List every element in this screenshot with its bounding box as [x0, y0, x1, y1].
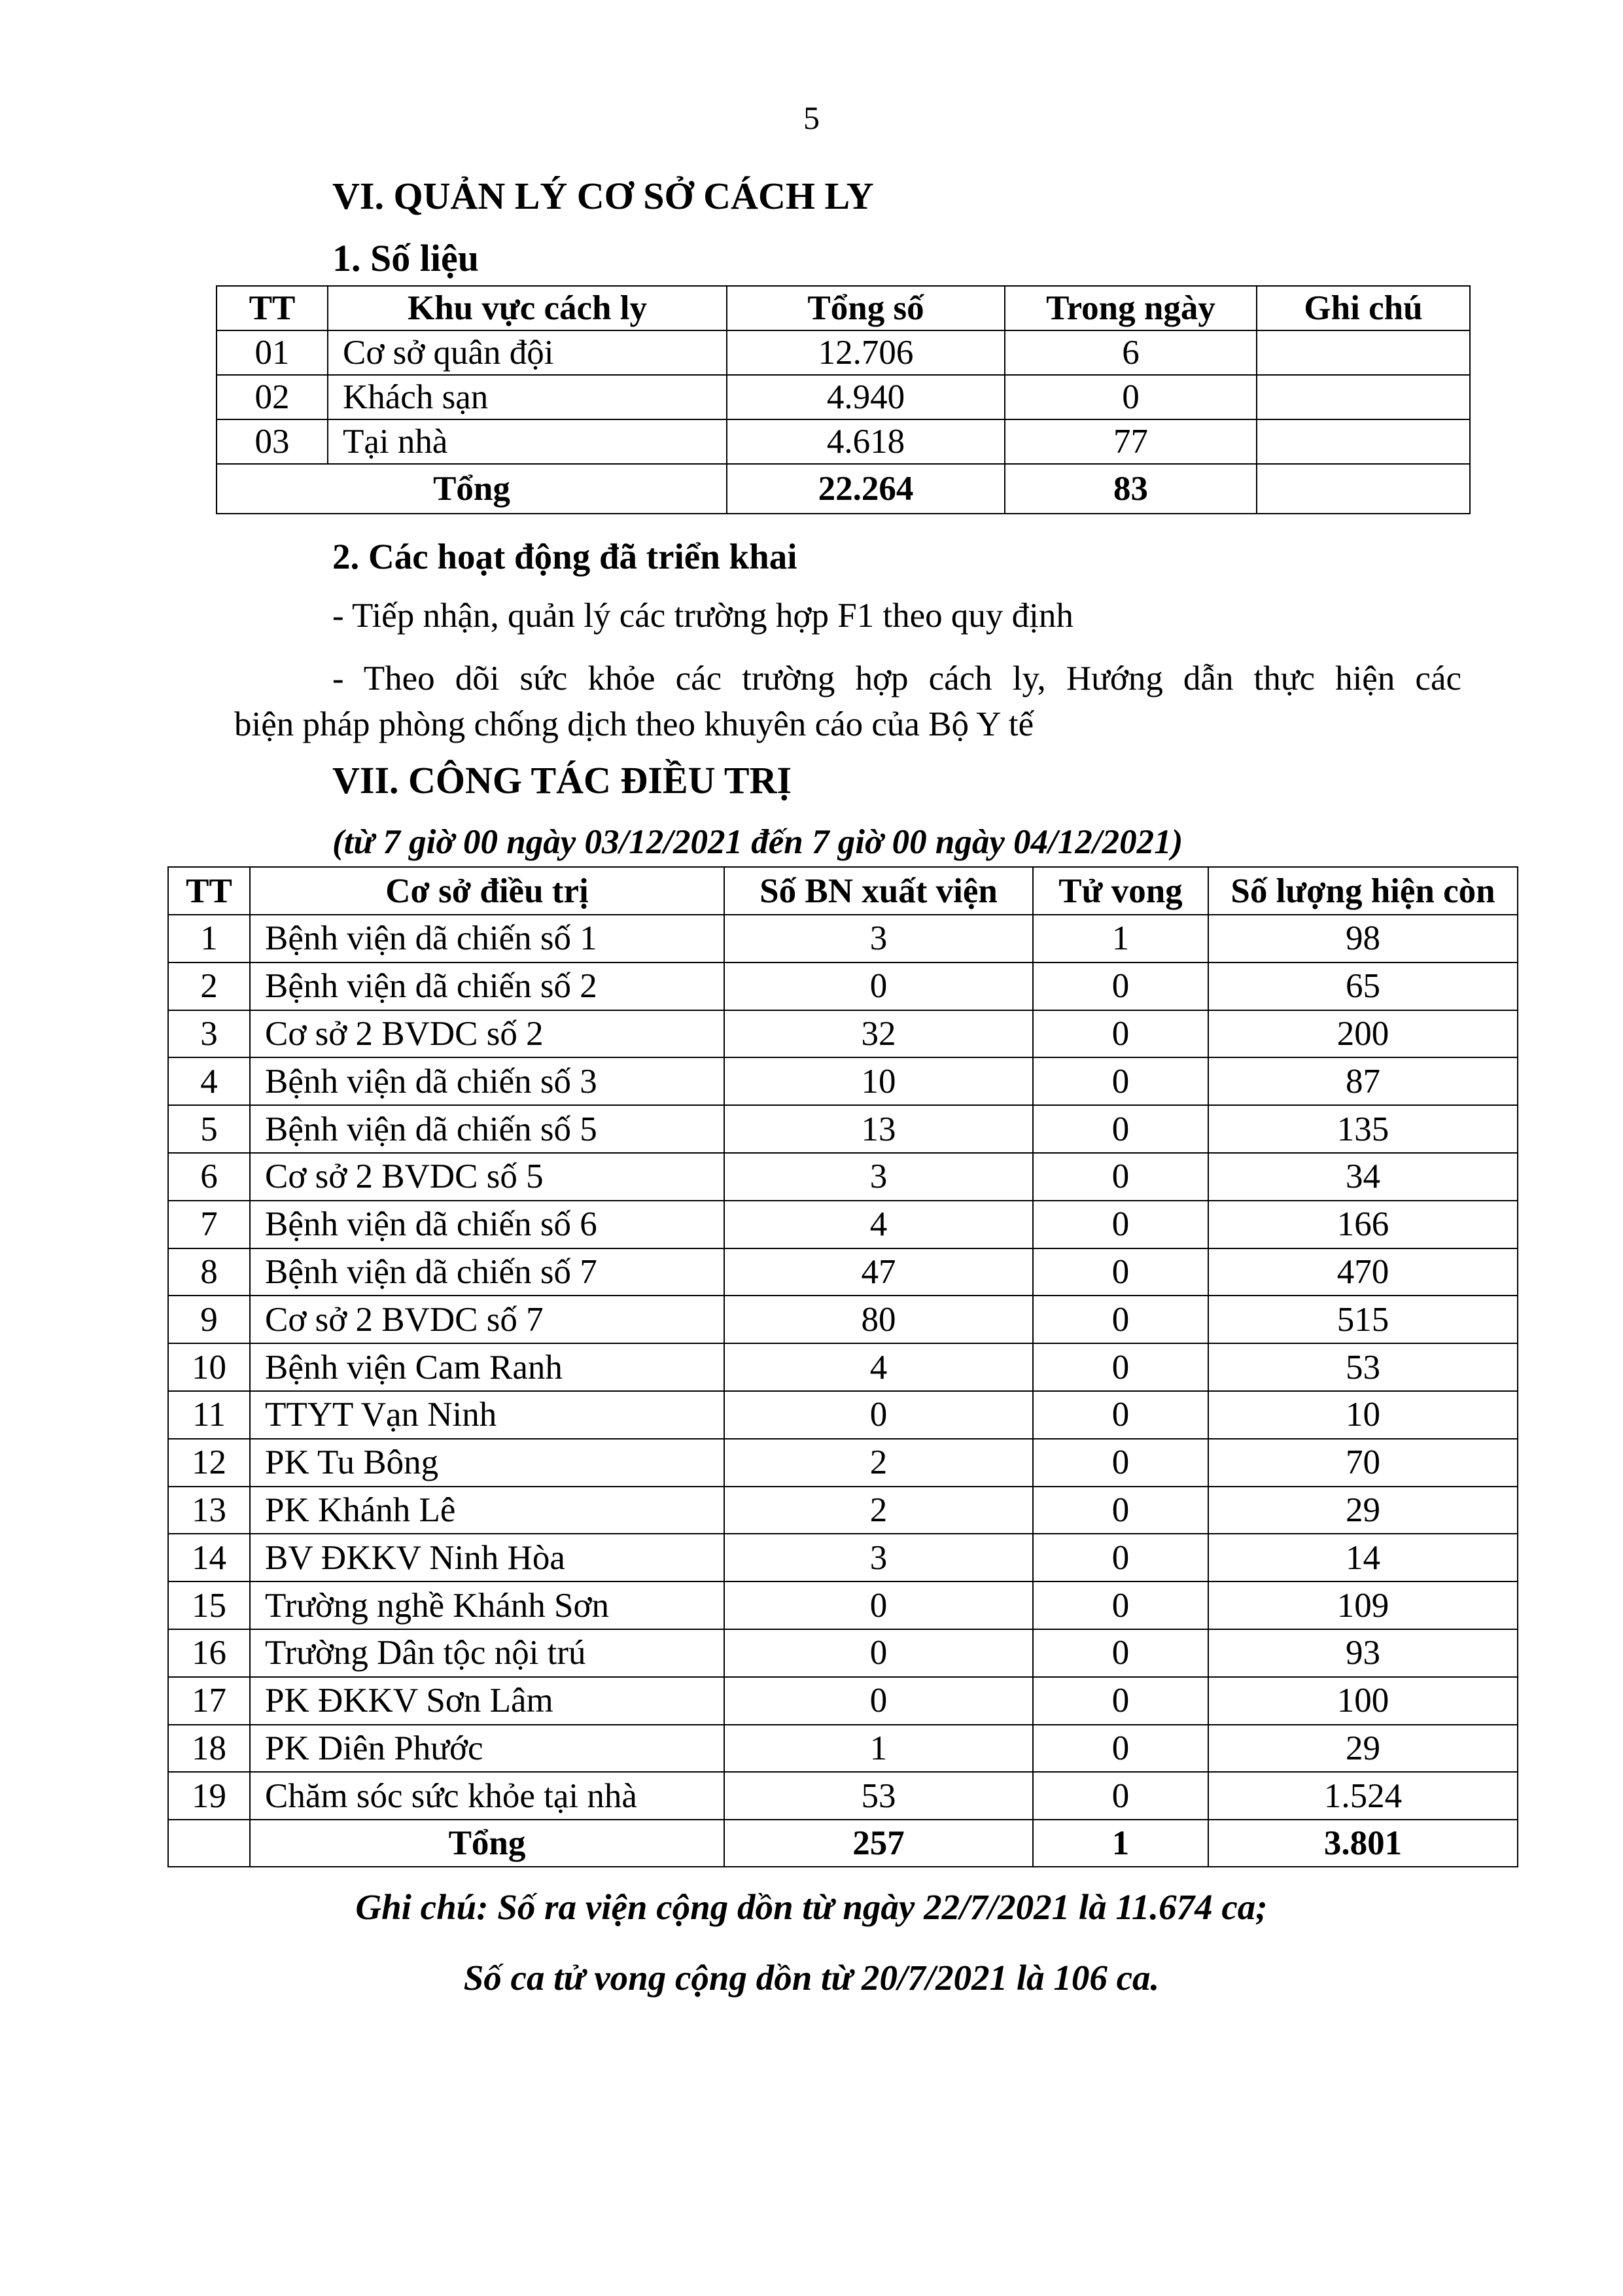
cell-remaining: 200 [1208, 1010, 1518, 1058]
cell-tt: 4 [168, 1057, 250, 1105]
table-row [217, 330, 1470, 375]
cell-tt: 11 [168, 1391, 250, 1439]
table-row [168, 1153, 1518, 1201]
table-row [168, 1105, 1518, 1153]
cell-discharged: 3 [724, 915, 1033, 963]
table-total-row [217, 464, 1470, 514]
cell-remaining: 135 [1208, 1105, 1518, 1153]
cell-tt: 8 [168, 1248, 250, 1296]
table-row [168, 1439, 1518, 1487]
table-row [168, 1725, 1518, 1773]
cell-discharged: 47 [724, 1248, 1033, 1296]
total-label: Tổng [217, 464, 727, 514]
cell-total: 12.706 [727, 330, 1005, 375]
table-row [168, 1391, 1518, 1439]
total-note [1257, 464, 1470, 514]
cell-deaths: 0 [1033, 1248, 1208, 1296]
cell-tt: 14 [168, 1534, 250, 1581]
cell-tt: 5 [168, 1105, 250, 1153]
cell-today: 77 [1005, 419, 1257, 464]
cell-discharged: 0 [724, 1629, 1033, 1677]
cell-remaining: 34 [1208, 1153, 1518, 1201]
cell-tt: 9 [168, 1296, 250, 1343]
cell-area: Cơ sở quân đội [328, 330, 727, 375]
cell-discharged: 0 [724, 1391, 1033, 1439]
cell-deaths: 0 [1033, 1153, 1208, 1201]
total-remaining: 3.801 [1208, 1820, 1518, 1867]
cell-tt: 12 [168, 1439, 250, 1487]
cell-facility: Cơ sở 2 BVDC số 2 [250, 1010, 724, 1058]
cell-tt: 1 [168, 915, 250, 963]
cell-note [1257, 330, 1470, 375]
cell-facility: Bệnh viện dã chiến số 6 [250, 1201, 724, 1248]
cell-tt: 10 [168, 1343, 250, 1391]
cell-discharged: 0 [724, 1677, 1033, 1725]
section-6-heading: VI. QUẢN LÝ CƠ SỞ CÁCH LY [332, 175, 874, 217]
cell-discharged: 53 [724, 1772, 1033, 1820]
cell-facility: Bệnh viện dã chiến số 1 [250, 915, 724, 963]
cell-remaining: 93 [1208, 1629, 1518, 1677]
cell-remaining: 29 [1208, 1487, 1518, 1534]
total-sum: 22.264 [727, 464, 1005, 514]
cell-deaths: 0 [1033, 1534, 1208, 1581]
cell-discharged: 10 [724, 1057, 1033, 1105]
cell-discharged: 80 [724, 1296, 1033, 1343]
cell-today: 6 [1005, 330, 1257, 375]
cell-deaths: 0 [1033, 1343, 1208, 1391]
cell-tt: 03 [217, 419, 328, 464]
total-today: 83 [1005, 464, 1257, 514]
column-header: Tử vong [1033, 867, 1208, 915]
cell-remaining: 166 [1208, 1201, 1518, 1248]
cell-facility: TTYT Vạn Ninh [250, 1391, 724, 1439]
cell-deaths: 0 [1033, 1391, 1208, 1439]
table-row [168, 1487, 1518, 1534]
cell-facility: PK Khánh Lê [250, 1487, 724, 1534]
cell-facility: Bệnh viện dã chiến số 7 [250, 1248, 724, 1296]
cell-facility: Bệnh viện Cam Ranh [250, 1343, 724, 1391]
cell-area: Khách sạn [328, 375, 727, 419]
table-row [217, 375, 1470, 419]
column-header: Cơ sở điều trị [250, 867, 724, 915]
table-row [168, 1677, 1518, 1725]
table-row [168, 1296, 1518, 1343]
cell-deaths: 0 [1033, 1010, 1208, 1058]
cell-note [1257, 375, 1470, 419]
cell-tt: 7 [168, 1201, 250, 1248]
cell-discharged: 32 [724, 1010, 1033, 1058]
cell-total: 4.618 [727, 419, 1005, 464]
activity-bullet-1: - Tiếp nhận, quản lý các trường hợp F1 theo quy định [332, 597, 1073, 635]
page-number: 5 [803, 99, 820, 136]
cell-facility: Trường Dân tộc nội trú [250, 1629, 724, 1677]
cell-tt: 16 [168, 1629, 250, 1677]
cell-tt: 15 [168, 1581, 250, 1629]
cell-remaining: 1.524 [1208, 1772, 1518, 1820]
cell-tt: 18 [168, 1725, 250, 1773]
cell-facility: Bệnh viện dã chiến số 5 [250, 1105, 724, 1153]
cell-remaining: 100 [1208, 1677, 1518, 1725]
cell-remaining: 70 [1208, 1439, 1518, 1487]
note-discharged-cumulative: Ghi chú: Số ra viện cộng dồn từ ngày 22/7/2021 là 11.674 ca; [355, 1887, 1268, 1927]
column-header: Ghi chú [1257, 286, 1470, 330]
total-empty-cell [168, 1820, 250, 1867]
treatment-table [167, 866, 1518, 1867]
total-label: Tổng [250, 1820, 724, 1867]
cell-discharged: 3 [724, 1534, 1033, 1581]
cell-remaining: 87 [1208, 1057, 1518, 1105]
cell-remaining: 10 [1208, 1391, 1518, 1439]
table-row [168, 1343, 1518, 1391]
table-row [168, 1772, 1518, 1820]
total-deaths: 1 [1033, 1820, 1208, 1867]
table-row [168, 963, 1518, 1010]
cell-deaths: 0 [1033, 1581, 1208, 1629]
cell-facility: Cơ sở 2 BVDC số 5 [250, 1153, 724, 1201]
column-header: Trong ngày [1005, 286, 1257, 330]
treatment-period: (từ 7 giờ 00 ngày 03/12/2021 đến 7 giờ 00 ngày 04/12/2021) [332, 823, 1183, 861]
table-row [168, 1581, 1518, 1629]
column-header: TT [217, 286, 328, 330]
column-header: Khu vực cách ly [328, 286, 727, 330]
column-header: Số BN xuất viện [724, 867, 1033, 915]
total-discharged: 257 [724, 1820, 1033, 1867]
cell-tt: 13 [168, 1487, 250, 1534]
treatment-table-body [168, 915, 1518, 1820]
table-header-row [168, 867, 1518, 915]
cell-facility: PK Diên Phước [250, 1725, 724, 1773]
cell-deaths: 0 [1033, 1201, 1208, 1248]
cell-discharged: 0 [724, 1581, 1033, 1629]
cell-area: Tại nhà [328, 419, 727, 464]
cell-discharged: 13 [724, 1105, 1033, 1153]
cell-note [1257, 419, 1470, 464]
table-row [168, 1629, 1518, 1677]
cell-deaths: 0 [1033, 1677, 1208, 1725]
cell-discharged: 1 [724, 1725, 1033, 1773]
column-header: TT [168, 867, 250, 915]
table-row [168, 1248, 1518, 1296]
section-7-heading: VII. CÔNG TÁC ĐIỀU TRỊ [332, 759, 792, 802]
note-deaths-cumulative: Số ca tử vong cộng dồn từ 20/7/2021 là 106 ca. [463, 1958, 1160, 1998]
cell-deaths: 0 [1033, 1296, 1208, 1343]
table-header-row [217, 286, 1470, 330]
cell-tt: 02 [217, 375, 328, 419]
cell-facility: Trường nghề Khánh Sơn [250, 1581, 724, 1629]
cell-deaths: 1 [1033, 915, 1208, 963]
table-row [168, 915, 1518, 963]
cell-discharged: 4 [724, 1343, 1033, 1391]
cell-deaths: 0 [1033, 1629, 1208, 1677]
activity-bullet-2-line-1: - Theo dõi sức khỏe các trường hợp cách ly, Hướng dẫn thực hiện các [332, 660, 1461, 698]
cell-remaining: 29 [1208, 1725, 1518, 1773]
cell-today: 0 [1005, 375, 1257, 419]
cell-discharged: 4 [724, 1201, 1033, 1248]
table-row [217, 419, 1470, 464]
table-row [168, 1534, 1518, 1581]
cell-tt: 17 [168, 1677, 250, 1725]
cell-discharged: 2 [724, 1439, 1033, 1487]
cell-deaths: 0 [1033, 1725, 1208, 1773]
cell-deaths: 0 [1033, 1439, 1208, 1487]
cell-tt: 01 [217, 330, 328, 375]
cell-facility: Bệnh viện dã chiến số 3 [250, 1057, 724, 1105]
cell-deaths: 0 [1033, 1487, 1208, 1534]
cell-deaths: 0 [1033, 1772, 1208, 1820]
cell-facility: PK ĐKKV Sơn Lâm [250, 1677, 724, 1725]
quarantine-table [216, 285, 1471, 514]
cell-facility: Chăm sóc sức khỏe tại nhà [250, 1772, 724, 1820]
subsection-1-heading: 1. Số liệu [332, 237, 479, 279]
cell-discharged: 2 [724, 1487, 1033, 1534]
cell-facility: PK Tu Bông [250, 1439, 724, 1487]
table-row [168, 1201, 1518, 1248]
column-header: Số lượng hiện còn [1208, 867, 1518, 915]
cell-facility: BV ĐKKV Ninh Hòa [250, 1534, 724, 1581]
cell-remaining: 515 [1208, 1296, 1518, 1343]
cell-tt: 6 [168, 1153, 250, 1201]
cell-discharged: 0 [724, 963, 1033, 1010]
cell-tt: 3 [168, 1010, 250, 1058]
cell-facility: Cơ sở 2 BVDC số 7 [250, 1296, 724, 1343]
cell-tt: 2 [168, 963, 250, 1010]
cell-remaining: 53 [1208, 1343, 1518, 1391]
cell-facility: Bệnh viện dã chiến số 2 [250, 963, 724, 1010]
cell-discharged: 3 [724, 1153, 1033, 1201]
table-total-row [168, 1820, 1518, 1867]
cell-remaining: 65 [1208, 963, 1518, 1010]
table-row [168, 1010, 1518, 1058]
cell-deaths: 0 [1033, 1105, 1208, 1153]
cell-deaths: 0 [1033, 963, 1208, 1010]
cell-total: 4.940 [727, 375, 1005, 419]
table-row [168, 1057, 1518, 1105]
cell-remaining: 14 [1208, 1534, 1518, 1581]
cell-deaths: 0 [1033, 1057, 1208, 1105]
cell-remaining: 470 [1208, 1248, 1518, 1296]
cell-tt: 19 [168, 1772, 250, 1820]
subsection-2-heading: 2. Các hoạt động đã triển khai [332, 537, 797, 576]
cell-remaining: 98 [1208, 915, 1518, 963]
activity-bullet-2-line-2: biện pháp phòng chống dịch theo khuyên cáo của Bộ Y tế [234, 705, 1034, 743]
column-header: Tổng số [727, 286, 1005, 330]
cell-remaining: 109 [1208, 1581, 1518, 1629]
